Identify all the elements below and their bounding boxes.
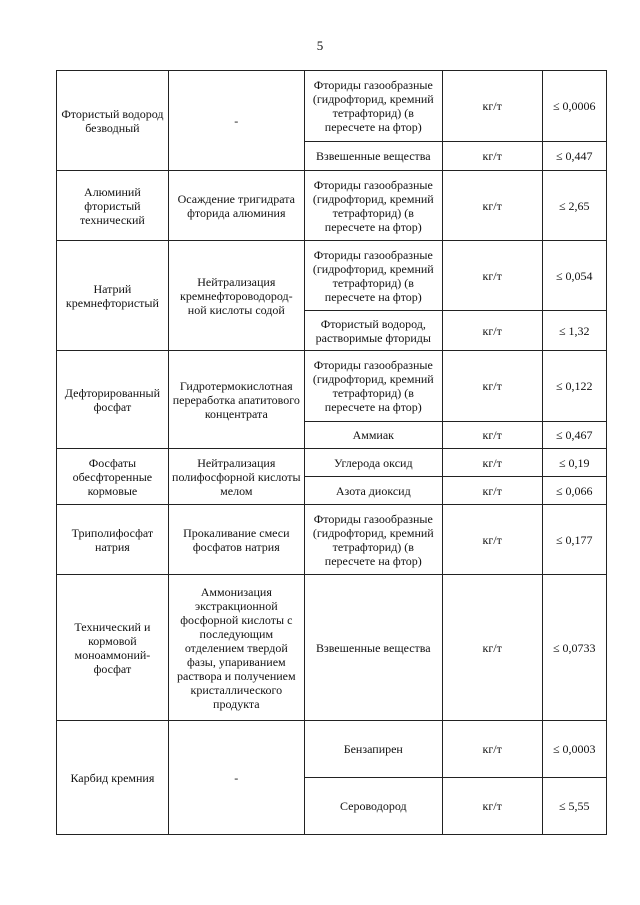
pollutant-cell: Взвешенные вещества [304,142,442,171]
process-cell: - [168,721,304,835]
product-cell: Технический и кормовой моноаммоний-фосфат [57,575,169,721]
pollutant-cell: Азота диоксид [304,477,442,505]
emission-norms-table [56,70,607,835]
process-cell: Нейтрализация кремнефтороводород-ной кислоты содой [168,241,304,351]
product-cell: Дефторированный фосфат [57,351,169,449]
unit-cell: кг/т [442,241,542,311]
unit-cell: кг/т [442,142,542,171]
unit-cell: кг/т [442,71,542,142]
unit-cell: кг/т [442,721,542,778]
process-cell: Осаждение тригидрата фторида алюминия [168,171,304,241]
value-cell: ≤ 0,19 [542,449,606,477]
unit-cell: кг/т [442,351,542,422]
value-cell: ≤ 5,55 [542,778,606,835]
page-number: 5 [316,38,324,53]
table-row [57,71,607,142]
pollutant-cell: Фториды газообразные (гидрофторид, кремний тетрафторид) (в пересчете на фтор) [304,505,442,575]
product-cell: Карбид кремния [57,721,169,835]
pollutant-cell: Фториды газообразные (гидрофторид, кремний тетрафторид) (в пересчете на фтор) [304,171,442,241]
unit-cell: кг/т [442,422,542,449]
unit-cell: кг/т [442,778,542,835]
table-row [57,449,607,477]
pollutant-cell: Фториды газообразные (гидрофторид, кремний тетрафторид) (в пересчете на фтор) [304,351,442,422]
value-cell: ≤ 0,467 [542,422,606,449]
product-cell: Алюминий фтористый технический [57,171,169,241]
value-cell: ≤ 0,122 [542,351,606,422]
table-row [57,171,607,241]
process-cell: Прокаливание смеси фосфатов натрия [168,505,304,575]
unit-cell: кг/т [442,449,542,477]
process-cell: Аммонизация экстракционной фосфорной кислоты с последующим отделением твердой фазы, упариванием раствора и получением кристаллического продукта [168,575,304,721]
pollutant-cell: Аммиак [304,422,442,449]
table-row [57,351,607,422]
value-cell: ≤ 0,177 [542,505,606,575]
pollutant-cell: Фтористый водород, растворимые фториды [304,311,442,351]
table-row [57,505,607,575]
table-row [57,721,607,778]
pollutant-cell: Сероводород [304,778,442,835]
value-cell: ≤ 0,447 [542,142,606,171]
value-cell: ≤ 0,0003 [542,721,606,778]
value-cell: ≤ 0,0733 [542,575,606,721]
pollutant-cell: Фториды газообразные (гидрофторид, кремний тетрафторид) (в пересчете на фтор) [304,71,442,142]
process-cell: Гидротермокислотная переработка апатитового концентрата [168,351,304,449]
pollutant-cell: Фториды газообразные (гидрофторид, кремний тетрафторид) (в пересчете на фтор) [304,241,442,311]
pollutant-cell: Бензапирен [304,721,442,778]
table-row [57,241,607,311]
unit-cell: кг/т [442,171,542,241]
value-cell: ≤ 0,0006 [542,71,606,142]
process-cell: Нейтрализация полифосфорной кислоты мелом [168,449,304,505]
unit-cell: кг/т [442,311,542,351]
unit-cell: кг/т [442,505,542,575]
product-cell: Натрий кремнефтористый [57,241,169,351]
value-cell: ≤ 0,054 [542,241,606,311]
product-cell: Триполифосфат натрия [57,505,169,575]
product-cell: Фтористый водород безводный [57,71,169,171]
value-cell: ≤ 1,32 [542,311,606,351]
product-cell: Фосфаты обесфторенные кормовые [57,449,169,505]
unit-cell: кг/т [442,575,542,721]
table-row [57,575,607,721]
pollutant-cell: Взвешенные вещества [304,575,442,721]
unit-cell: кг/т [442,477,542,505]
value-cell: ≤ 2,65 [542,171,606,241]
pollutant-cell: Углерода оксид [304,449,442,477]
value-cell: ≤ 0,066 [542,477,606,505]
process-cell: - [168,71,304,171]
